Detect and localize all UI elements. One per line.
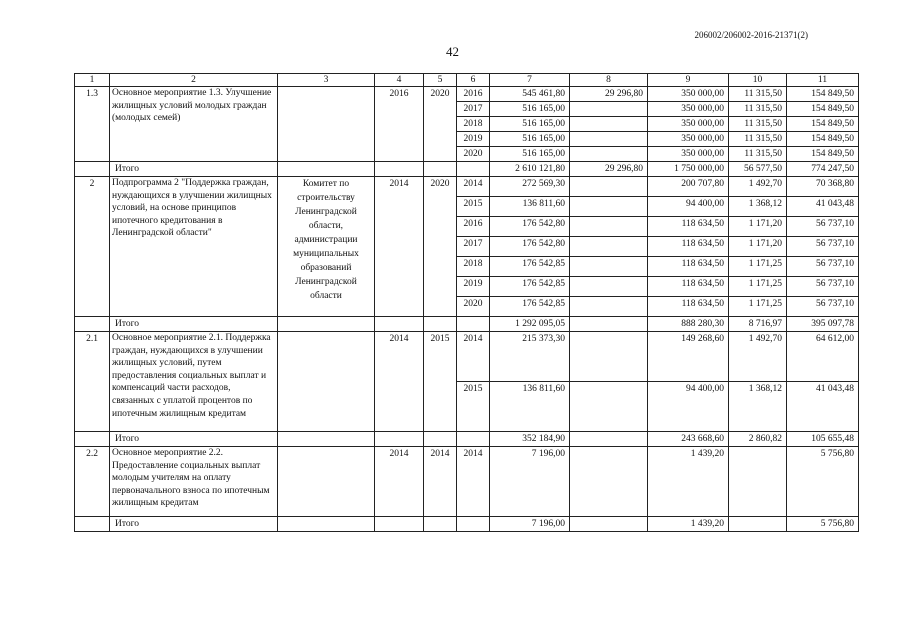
regional-amount-cell: 118 634,50 bbox=[648, 277, 729, 297]
year-cell: 2016 bbox=[457, 217, 490, 237]
local-amount-cell bbox=[729, 517, 787, 532]
local-amount-cell: 11 315,50 bbox=[729, 87, 787, 102]
table-row bbox=[75, 447, 859, 517]
total-end bbox=[424, 517, 457, 532]
local-amount-cell: 1 171,25 bbox=[729, 277, 787, 297]
local-amount-cell: 2 860,82 bbox=[729, 432, 787, 447]
other-amount-cell: 105 655,48 bbox=[787, 432, 859, 447]
measure-name: Основное мероприятие 1.3. Улучшение жилищных условий молодых граждан (молодых семей) bbox=[110, 87, 278, 162]
federal-amount-cell bbox=[570, 132, 648, 147]
regional-amount-cell: 94 400,00 bbox=[648, 197, 729, 217]
total-year bbox=[457, 317, 490, 332]
total-amount-cell: 516 165,00 bbox=[490, 117, 570, 132]
other-amount-cell: 64 612,00 bbox=[787, 332, 859, 382]
local-amount-cell: 1 171,25 bbox=[729, 257, 787, 277]
federal-amount-cell: 29 296,80 bbox=[570, 162, 648, 177]
total-amount-cell: 516 165,00 bbox=[490, 102, 570, 117]
total-start bbox=[375, 317, 424, 332]
column-header: 6 bbox=[457, 74, 490, 87]
end-year: 2020 bbox=[424, 177, 457, 317]
other-amount-cell: 154 849,50 bbox=[787, 102, 859, 117]
table-row bbox=[75, 177, 859, 197]
regional-amount-cell: 888 280,30 bbox=[648, 317, 729, 332]
federal-amount-cell bbox=[570, 297, 648, 317]
column-header: 11 bbox=[787, 74, 859, 87]
year-cell: 2014 bbox=[457, 447, 490, 517]
other-amount-cell: 56 737,10 bbox=[787, 237, 859, 257]
other-amount-cell: 154 849,50 bbox=[787, 87, 859, 102]
regional-amount-cell: 118 634,50 bbox=[648, 257, 729, 277]
regional-amount-cell: 118 634,50 bbox=[648, 297, 729, 317]
regional-amount-cell: 1 750 000,00 bbox=[648, 162, 729, 177]
local-amount-cell: 11 315,50 bbox=[729, 147, 787, 162]
total-row-number bbox=[75, 517, 110, 532]
other-amount-cell: 5 756,80 bbox=[787, 517, 859, 532]
local-amount-cell: 11 315,50 bbox=[729, 117, 787, 132]
regional-amount-cell: 118 634,50 bbox=[648, 237, 729, 257]
local-amount-cell: 11 315,50 bbox=[729, 132, 787, 147]
total-end bbox=[424, 432, 457, 447]
total-year bbox=[457, 517, 490, 532]
total-label: Итого bbox=[110, 317, 278, 332]
total-row-number bbox=[75, 432, 110, 447]
federal-amount-cell bbox=[570, 102, 648, 117]
start-year: 2014 bbox=[375, 447, 424, 517]
other-amount-cell: 70 368,80 bbox=[787, 177, 859, 197]
total-start bbox=[375, 517, 424, 532]
total-year bbox=[457, 162, 490, 177]
start-year: 2014 bbox=[375, 177, 424, 317]
total-executor bbox=[278, 432, 375, 447]
total-row bbox=[75, 517, 859, 532]
year-cell: 2018 bbox=[457, 117, 490, 132]
federal-amount-cell bbox=[570, 317, 648, 332]
total-amount-cell: 176 542,85 bbox=[490, 277, 570, 297]
column-header: 7 bbox=[490, 74, 570, 87]
federal-amount-cell bbox=[570, 237, 648, 257]
budget-table bbox=[74, 73, 859, 532]
regional-amount-cell: 350 000,00 bbox=[648, 102, 729, 117]
row-number: 2.2 bbox=[75, 447, 110, 517]
federal-amount-cell bbox=[570, 147, 648, 162]
year-cell: 2016 bbox=[457, 87, 490, 102]
total-row bbox=[75, 317, 859, 332]
measure-name: Основное мероприятие 2.2. Предоставление социальных выплат молодым учителям на оплату первоначального взноса по ипотечным жилищным кредитам bbox=[110, 447, 278, 517]
regional-amount-cell: 94 400,00 bbox=[648, 382, 729, 432]
local-amount-cell: 8 716,97 bbox=[729, 317, 787, 332]
federal-amount-cell bbox=[570, 257, 648, 277]
federal-amount-cell bbox=[570, 177, 648, 197]
total-amount-cell: 272 569,30 bbox=[490, 177, 570, 197]
year-cell: 2019 bbox=[457, 277, 490, 297]
other-amount-cell: 395 097,78 bbox=[787, 317, 859, 332]
regional-amount-cell: 243 668,60 bbox=[648, 432, 729, 447]
column-header: 5 bbox=[424, 74, 457, 87]
year-cell: 2017 bbox=[457, 102, 490, 117]
year-cell: 2015 bbox=[457, 197, 490, 217]
other-amount-cell: 56 737,10 bbox=[787, 217, 859, 237]
executor bbox=[278, 332, 375, 432]
year-cell: 2018 bbox=[457, 257, 490, 277]
federal-amount-cell bbox=[570, 332, 648, 382]
total-amount-cell: 176 542,80 bbox=[490, 237, 570, 257]
executor bbox=[278, 87, 375, 162]
regional-amount-cell: 350 000,00 bbox=[648, 87, 729, 102]
local-amount-cell: 1 368,12 bbox=[729, 382, 787, 432]
document-id: 206002/206002-2016-21371(2) bbox=[694, 30, 808, 40]
local-amount-cell: 1 368,12 bbox=[729, 197, 787, 217]
regional-amount-cell: 350 000,00 bbox=[648, 132, 729, 147]
total-start bbox=[375, 162, 424, 177]
local-amount-cell: 1 171,20 bbox=[729, 237, 787, 257]
total-year bbox=[457, 432, 490, 447]
total-row bbox=[75, 162, 859, 177]
total-start bbox=[375, 432, 424, 447]
total-row bbox=[75, 432, 859, 447]
year-cell: 2020 bbox=[457, 297, 490, 317]
measure-name: Основное мероприятие 2.1. Поддержка граждан, нуждающихся в улучшении жилищных условий, путем предоставления социальных выплат и компенсаций части расходов, связанных с уплатой процентов по ипотечным жилищным кредитам bbox=[110, 332, 278, 432]
local-amount-cell: 1 492,70 bbox=[729, 177, 787, 197]
other-amount-cell: 41 043,48 bbox=[787, 382, 859, 432]
total-end bbox=[424, 317, 457, 332]
total-amount-cell: 215 373,30 bbox=[490, 332, 570, 382]
column-header: 8 bbox=[570, 74, 648, 87]
local-amount-cell: 1 492,70 bbox=[729, 332, 787, 382]
page-number: 42 bbox=[446, 44, 459, 59]
table-row bbox=[75, 332, 859, 382]
end-year: 2014 bbox=[424, 447, 457, 517]
federal-amount-cell: 29 296,80 bbox=[570, 87, 648, 102]
federal-amount-cell bbox=[570, 117, 648, 132]
total-amount-cell: 7 196,00 bbox=[490, 517, 570, 532]
other-amount-cell: 154 849,50 bbox=[787, 147, 859, 162]
other-amount-cell: 41 043,48 bbox=[787, 197, 859, 217]
column-header: 10 bbox=[729, 74, 787, 87]
local-amount-cell: 1 171,20 bbox=[729, 217, 787, 237]
end-year: 2020 bbox=[424, 87, 457, 162]
total-executor bbox=[278, 162, 375, 177]
other-amount-cell: 774 247,50 bbox=[787, 162, 859, 177]
federal-amount-cell bbox=[570, 277, 648, 297]
total-end bbox=[424, 162, 457, 177]
federal-amount-cell bbox=[570, 517, 648, 532]
total-amount-cell: 176 542,85 bbox=[490, 297, 570, 317]
end-year: 2015 bbox=[424, 332, 457, 432]
total-amount-cell: 545 461,80 bbox=[490, 87, 570, 102]
regional-amount-cell: 1 439,20 bbox=[648, 517, 729, 532]
total-amount-cell: 352 184,90 bbox=[490, 432, 570, 447]
total-executor bbox=[278, 317, 375, 332]
column-header: 1 bbox=[75, 74, 110, 87]
total-amount-cell: 136 811,60 bbox=[490, 382, 570, 432]
total-label: Итого bbox=[110, 162, 278, 177]
local-amount-cell: 56 577,50 bbox=[729, 162, 787, 177]
regional-amount-cell: 200 707,80 bbox=[648, 177, 729, 197]
column-header: 2 bbox=[110, 74, 278, 87]
federal-amount-cell bbox=[570, 217, 648, 237]
total-amount-cell: 7 196,00 bbox=[490, 447, 570, 517]
local-amount-cell bbox=[729, 447, 787, 517]
other-amount-cell: 56 737,10 bbox=[787, 297, 859, 317]
executor bbox=[278, 447, 375, 517]
start-year: 2016 bbox=[375, 87, 424, 162]
total-amount-cell: 516 165,00 bbox=[490, 132, 570, 147]
total-amount-cell: 516 165,00 bbox=[490, 147, 570, 162]
federal-amount-cell bbox=[570, 197, 648, 217]
table-row bbox=[75, 87, 859, 102]
column-number-header-row bbox=[75, 74, 859, 87]
year-cell: 2015 bbox=[457, 382, 490, 432]
total-row-number bbox=[75, 317, 110, 332]
regional-amount-cell: 350 000,00 bbox=[648, 147, 729, 162]
column-header: 9 bbox=[648, 74, 729, 87]
year-cell: 2017 bbox=[457, 237, 490, 257]
column-header: 3 bbox=[278, 74, 375, 87]
other-amount-cell: 56 737,10 bbox=[787, 257, 859, 277]
start-year: 2014 bbox=[375, 332, 424, 432]
total-amount-cell: 2 610 121,80 bbox=[490, 162, 570, 177]
executor: Комитет по строительству Ленинградской области, администрации муниципальных образований Ленинградской области bbox=[278, 177, 375, 317]
total-label: Итого bbox=[110, 432, 278, 447]
local-amount-cell: 1 171,25 bbox=[729, 297, 787, 317]
regional-amount-cell: 350 000,00 bbox=[648, 117, 729, 132]
federal-amount-cell bbox=[570, 432, 648, 447]
row-number: 2.1 bbox=[75, 332, 110, 432]
total-amount-cell: 136 811,60 bbox=[490, 197, 570, 217]
regional-amount-cell: 1 439,20 bbox=[648, 447, 729, 517]
year-cell: 2014 bbox=[457, 332, 490, 382]
regional-amount-cell: 149 268,60 bbox=[648, 332, 729, 382]
local-amount-cell: 11 315,50 bbox=[729, 102, 787, 117]
other-amount-cell: 154 849,50 bbox=[787, 132, 859, 147]
total-amount-cell: 1 292 095,05 bbox=[490, 317, 570, 332]
row-number: 1.3 bbox=[75, 87, 110, 162]
regional-amount-cell: 118 634,50 bbox=[648, 217, 729, 237]
column-header: 4 bbox=[375, 74, 424, 87]
total-row-number bbox=[75, 162, 110, 177]
total-amount-cell: 176 542,80 bbox=[490, 217, 570, 237]
total-executor bbox=[278, 517, 375, 532]
year-cell: 2019 bbox=[457, 132, 490, 147]
other-amount-cell: 5 756,80 bbox=[787, 447, 859, 517]
row-number: 2 bbox=[75, 177, 110, 317]
total-label: Итого bbox=[110, 517, 278, 532]
other-amount-cell: 56 737,10 bbox=[787, 277, 859, 297]
total-amount-cell: 176 542,85 bbox=[490, 257, 570, 277]
other-amount-cell: 154 849,50 bbox=[787, 117, 859, 132]
year-cell: 2020 bbox=[457, 147, 490, 162]
federal-amount-cell bbox=[570, 382, 648, 432]
year-cell: 2014 bbox=[457, 177, 490, 197]
measure-name: Подпрограмма 2 "Поддержка граждан, нуждающихся в улучшении жилищных условий, на основе принципов ипотечного кредитования в Ленинградской области" bbox=[110, 177, 278, 317]
federal-amount-cell bbox=[570, 447, 648, 517]
